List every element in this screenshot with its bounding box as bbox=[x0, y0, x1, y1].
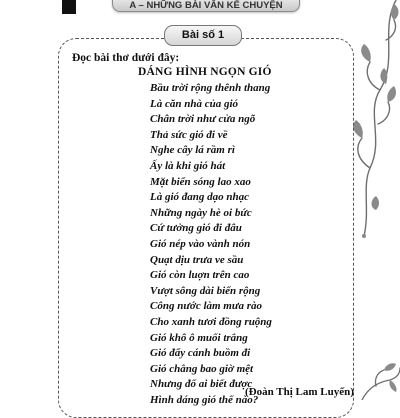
section-title: A – NHỮNG BÀI VĂN KỂ CHUYỆN bbox=[129, 0, 283, 11]
poem-line: Công nước làm mưa rào bbox=[150, 300, 262, 313]
poem-line: Là gió đang dạo nhạc bbox=[150, 191, 250, 204]
poem-line: Hình dáng gió thế nào? bbox=[150, 393, 259, 406]
poem-lines bbox=[150, 81, 272, 408]
corner-square-decoration bbox=[62, 0, 76, 14]
poem-line: Ấy là khi gió hát bbox=[150, 159, 226, 172]
poem-line: Quạt dịu trưa ve sầu bbox=[150, 253, 244, 266]
poem-line: Chân trời như cửa ngõ bbox=[150, 113, 256, 126]
poem-line: Bầu trời rộng thênh thang bbox=[150, 82, 271, 94]
poem-line: Gió nép vào vành nón bbox=[150, 237, 251, 250]
exercise-label bbox=[164, 25, 242, 46]
section-banner bbox=[112, 0, 300, 12]
poem-author: (Đoàn Thị Lam Luyến) bbox=[245, 386, 354, 398]
poem-line: Thả sức gió đi về bbox=[150, 128, 228, 141]
vine-corner-decoration-icon bbox=[356, 360, 400, 400]
poem-line: Những ngày hè oi bức bbox=[150, 206, 252, 219]
poem-line: Là căn nhà của gió bbox=[150, 97, 239, 110]
poem-line: Gió đẩy cánh buồm đi bbox=[150, 347, 251, 360]
poem-line: Gió khô ô muối trắng bbox=[150, 331, 248, 344]
poem-line: Gió chẳng bao giờ mệt bbox=[150, 362, 254, 375]
poem-line: Nghe cây lá rầm rì bbox=[150, 144, 235, 157]
poem-line: Cứ tưởng gió đi đâu bbox=[150, 222, 242, 235]
poem-line: Cho xanh tươi đồng ruộng bbox=[150, 315, 272, 328]
poem-line: Vượt sông dài biển rộng bbox=[150, 284, 261, 297]
exercise-label-text: Bài số 1 bbox=[181, 29, 225, 41]
poem-line: Mặt biển sóng lao xao bbox=[150, 175, 251, 188]
poem-line: Nhưng đố ai biết được bbox=[150, 378, 253, 391]
instruction-text: Đọc bài thơ dưới đây: bbox=[72, 52, 180, 64]
poem-title: DÁNG HÌNH NGỌN GIÓ bbox=[138, 66, 272, 78]
poem-line: Gió còn luợn trên cao bbox=[150, 269, 250, 282]
